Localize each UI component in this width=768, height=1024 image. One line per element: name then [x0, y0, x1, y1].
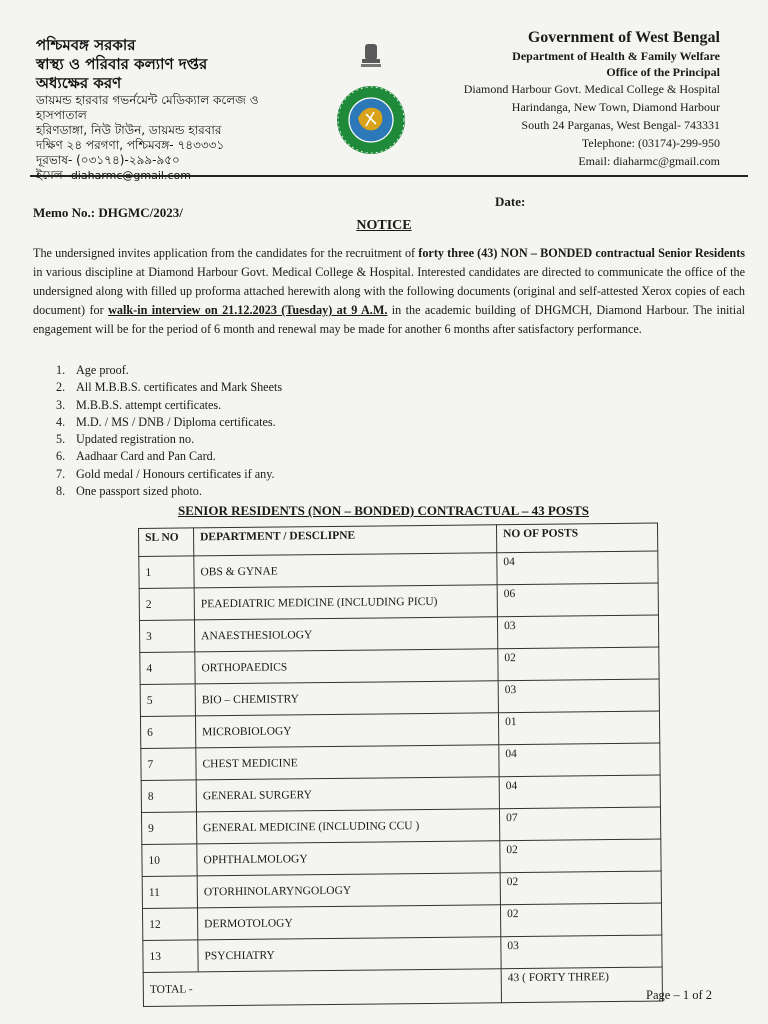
- college-name: Diamond Harbour Govt. Medical College & Hospital: [463, 82, 720, 96]
- interview-date: walk-in interview on 21.12.2023 (Tuesday) at 9 A.M.: [108, 303, 388, 317]
- header-sl: SL NO: [139, 528, 194, 557]
- table-row: 10 OPHTHALMOLOGY 02: [142, 839, 661, 876]
- date-label: Date:: [495, 194, 526, 209]
- page-number: Page – 1 of 2: [646, 988, 712, 1002]
- govt-title: Government of West Bengal: [527, 29, 720, 46]
- bn-college: ডায়মন্ড হারবার গভর্নমেন্ট মেডিক্যাল কলেজ ও: [36, 93, 259, 107]
- body-text-2: in various discipline at Diamond Harbour Govt. Medical College & Hospital. Interested candidates are directed to communicate the office of the undersigned along with filled up proforma attached herewith along with the following documents (original and self-attested Xerox copies of each document) for: [33, 265, 745, 317]
- table-row: 1 OBS & GYNAE 04: [139, 551, 658, 588]
- bn-hospital: হাসপাতাল: [36, 108, 87, 122]
- table-row: 11 OTORHINOLARYNGOLOGY 02: [142, 871, 661, 908]
- posts-table: [138, 523, 663, 1007]
- english-letterhead: [400, 28, 720, 170]
- table-row: 7 CHEST MEDICINE 04: [141, 743, 660, 780]
- bn-govt: পশ্চিমবঙ্গ সরকার: [36, 36, 136, 54]
- list-item: 4. M.D. / MS / DNB / Diploma certificates.: [56, 414, 276, 429]
- list-item: 7. Gold medal / Honours certificates if any.: [56, 466, 275, 481]
- list-item: 5. Updated registration no.: [56, 432, 195, 447]
- address-line1: Harindanga, New Town, Diamond Harbour: [511, 100, 720, 114]
- total-value: 43 ( FORTY THREE): [501, 967, 662, 1003]
- list-item: 3. M.B.B.S. attempt certificates.: [56, 397, 222, 412]
- body-text-1: The undersigned invites application from the candidates for the recruitment of: [33, 246, 419, 260]
- list-item: 8. One passport sized photo.: [56, 484, 202, 499]
- bn-dept: স্বাস্থ্য ও পরিবার কল্যাণ দপ্তর: [36, 55, 208, 73]
- memo-number: Memo No.: DHGMC/2023/: [33, 205, 183, 220]
- bn-address2: দক্ষিণ ২৪ পরগণা, পশ্চিমবঙ্গ- ৭৪৩৩৩১: [36, 138, 225, 152]
- bn-email-value: diaharmc@gmail.com: [70, 169, 191, 182]
- body-text-3: in the academic building of DHGMCH, Diamond Harbour. The initial engagement will be for the period of 6 month and renewal may be made for another 6 months after satisfactory performance.: [33, 303, 745, 336]
- notice-heading: NOTICE: [356, 218, 412, 233]
- total-label: TOTAL -: [143, 969, 501, 1007]
- bn-email-label: ইমেল-: [36, 168, 67, 182]
- office-name: Office of the Principal: [606, 65, 720, 79]
- table-row: 5 BIO – CHEMISTRY 03: [140, 679, 659, 716]
- list-item: 6. Aadhaar Card and Pan Card.: [56, 449, 216, 464]
- notice-paragraph: [33, 244, 745, 339]
- table-row: 13 PSYCHIATRY 03: [143, 935, 662, 972]
- bn-phone: দূরভাষ- (০৩১৭৪)-২৯৯-৯৫০: [36, 153, 180, 167]
- table-row: 8 GENERAL SURGERY 04: [141, 775, 660, 812]
- body-bold-1: forty three (43) NON – BONDED contractual Senior Residents: [418, 246, 745, 260]
- header-divider: [30, 175, 748, 177]
- address-line2: South 24 Parganas, West Bengal- 743331: [521, 118, 720, 132]
- table-row: 12 DERMOTOLOGY 02: [142, 903, 661, 940]
- list-item: 2. All M.B.B.S. certificates and Mark Sheets: [56, 380, 283, 395]
- table-row: 9 GENERAL MEDICINE (INCLUDING CCU ) 07: [141, 807, 660, 844]
- bn-address1: হরিণডাঙ্গা, নিউ টাউন, ডায়মন্ড হারবার: [36, 123, 222, 137]
- email: Email: diaharmc@gmail.com: [578, 154, 720, 168]
- telephone: Telephone: (03174)-299-950: [581, 136, 720, 150]
- ashoka-lion-icon: [361, 44, 381, 67]
- table-row: 6 MICROBIOLOGY 01: [140, 711, 659, 748]
- bn-office: অধ্যক্ষের করণ: [36, 74, 122, 92]
- document-list: [56, 362, 282, 500]
- header-department: DEPARTMENT / DESCLIPNE: [194, 525, 497, 556]
- list-item: 1. Age proof.: [56, 363, 129, 377]
- table-row: 2 PEAEDIATRIC MEDICINE (INCLUDING PICU) 06: [139, 583, 658, 620]
- bengali-letterhead: [36, 36, 306, 183]
- dept-name: Department of Health & Family Welfare: [512, 49, 720, 63]
- table-row: 3 ANAESTHESIOLOGY 03: [139, 615, 658, 652]
- header-posts: NO OF POSTS: [496, 523, 657, 553]
- table-row: 4 ORTHOPAEDICS 02: [140, 647, 659, 684]
- table-title: SENIOR RESIDENTS (NON – BONDED) CONTRACTUAL – 43 POSTS: [178, 503, 590, 518]
- table-total-row: [143, 967, 662, 1006]
